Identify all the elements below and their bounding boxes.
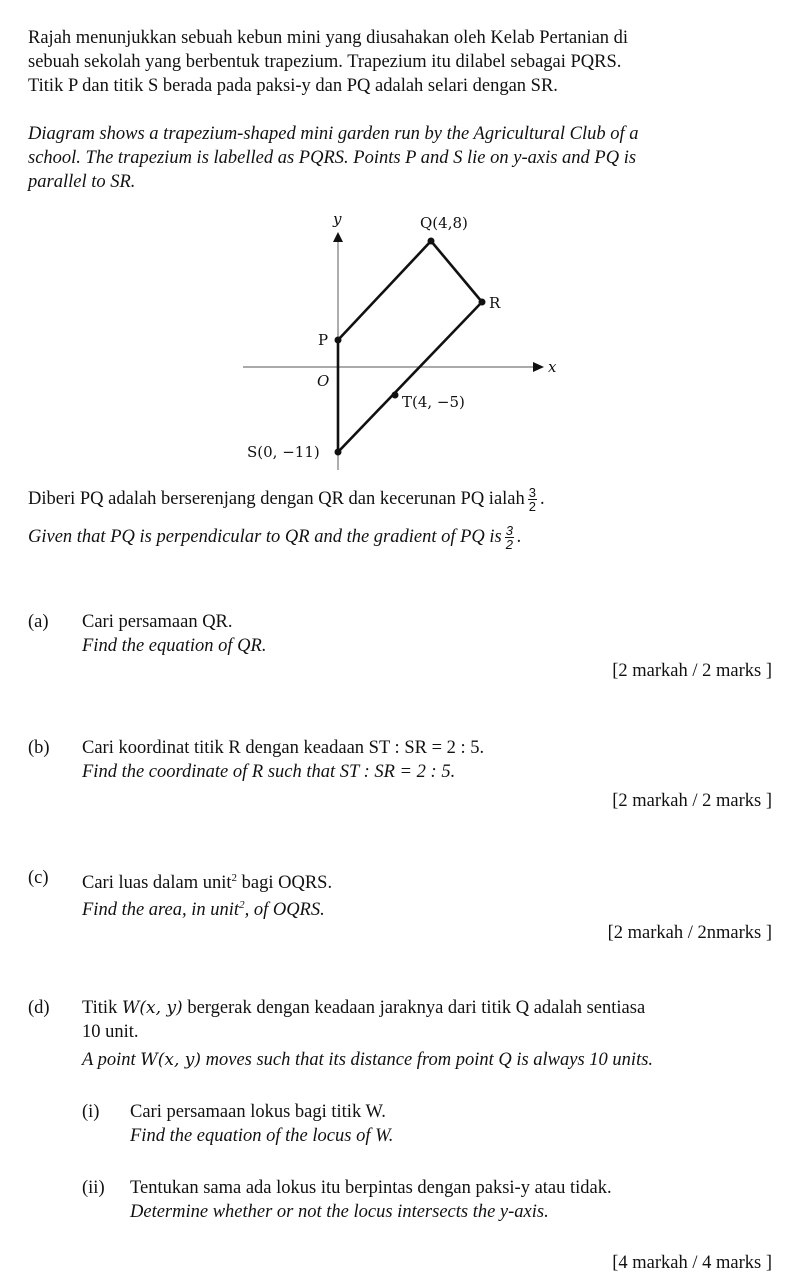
part-c-label: (c) (28, 868, 49, 888)
point-q (428, 238, 435, 245)
superscript: 2 (239, 899, 245, 911)
text-line: sebuah sekolah yang berbentuk trapezium. Trapezium itu dilabel sebagai PQRS. (28, 52, 622, 72)
y-axis-arrow-icon (333, 232, 343, 242)
denominator: 2 (528, 499, 536, 514)
label-s: S(0, −11) (247, 443, 320, 461)
origin-label: O (317, 372, 330, 390)
intro-malay (28, 26, 778, 98)
label-p: P (318, 331, 329, 349)
part-d-label: (d) (28, 998, 50, 1018)
text-line: school. The trapezium is labelled as PQRS. Points P and S lie on y-axis and PQ is (28, 148, 637, 168)
label-r: R (489, 294, 501, 312)
x-axis-label: x (548, 358, 557, 376)
given-english: Given that PQ is perpendicular to QR and the gradient of PQ is $\frac{3}{2}$ . (28, 523, 522, 552)
text: Cari luas dalam unit (82, 873, 232, 894)
part-d-malay (82, 996, 782, 1044)
given-malay: Diberi PQ adalah berserenjang dengan QR dan kecerunan PQ ialah $\frac{3}{2}$ . (28, 485, 545, 514)
intro-english (28, 122, 778, 194)
part-a-english: Find the equation of QR. (82, 636, 267, 656)
text-line: Rajah menunjukkan sebuah kebun mini yang diusahakan oleh Kelab Pertanian di (28, 28, 629, 48)
part-a-malay: Cari persamaan QR. (82, 612, 233, 632)
label-q: Q(4,8) (420, 214, 468, 232)
part-c-english (82, 893, 782, 922)
part-b-marks: [2 markah / 2 marks ] (612, 791, 772, 811)
point-t (392, 392, 399, 399)
gradient-fraction (528, 486, 537, 513)
gradient-fraction (505, 524, 514, 551)
part-d-ii-label: (ii) (82, 1178, 105, 1198)
point-w: W(x, y) (140, 1050, 201, 1070)
part-a-label: (a) (28, 612, 49, 632)
point-s (335, 449, 342, 456)
part-d-ii-english: Determine whether or not the locus intersects the y-axis. (130, 1202, 549, 1222)
text: Given that PQ is perpendicular to QR and the gradient of PQ is (28, 526, 502, 547)
point-w: W(x, y) (121, 998, 183, 1018)
denominator: 2 (505, 537, 513, 552)
part-d-i-malay: Cari persamaan lokus bagi titik W. (130, 1102, 386, 1122)
text-line: Diagram shows a trapezium-shaped mini garden run by the Agricultural Club of a (28, 124, 639, 144)
text: Find the area, in unit (82, 900, 240, 921)
trapezium-diagram (230, 200, 570, 480)
part-d-ii-malay: Tentukan sama ada lokus itu berpintas dengan paksi-y atau tidak. (130, 1178, 612, 1198)
part-c-malay (82, 866, 782, 895)
text: A point (82, 1050, 141, 1070)
trapezium-pqrs (338, 241, 482, 452)
part-c-marks: [2 markah / 2nmarks ] (607, 923, 772, 943)
text: 10 unit. (82, 1022, 139, 1042)
part-d-i-english: Find the equation of the locus of W. (130, 1126, 394, 1146)
part-b-label: (b) (28, 738, 50, 758)
part-d-i-label: (i) (82, 1102, 100, 1122)
text: Titik (82, 998, 122, 1018)
x-axis-arrow-icon (533, 362, 544, 372)
point-r (479, 299, 486, 306)
text: Diberi PQ adalah berserenjang dengan QR dan kecerunan PQ ialah (28, 488, 525, 509)
text-line: Titik P dan titik S berada pada paksi-y dan PQ adalah selari dengan SR. (28, 76, 558, 96)
part-b-malay: Cari koordinat titik R dengan keadaan ST : SR = 2 : 5. (82, 738, 485, 758)
part-a-marks: [2 markah / 2 marks ] (612, 661, 772, 681)
text: bagi OQRS. (237, 873, 333, 894)
text: moves such that its distance from point Q is always 10 units. (201, 1050, 654, 1070)
y-axis-label: y (333, 210, 342, 228)
text: bergerak dengan keadaan jaraknya dari titik Q adalah sentiasa (182, 998, 646, 1018)
point-p (335, 337, 342, 344)
numerator: 3 (505, 523, 513, 538)
label-t: T(4, −5) (402, 393, 465, 411)
part-b-english: Find the coordinate of R such that ST : SR = 2 : 5. (82, 762, 456, 782)
part-d-marks: [4 markah / 4 marks ] (612, 1253, 772, 1273)
part-d-english (82, 1048, 782, 1072)
text: , of OQRS. (244, 900, 325, 921)
superscript: 2 (231, 872, 238, 884)
text-line: parallel to SR. (28, 172, 136, 192)
numerator: 3 (528, 485, 536, 500)
